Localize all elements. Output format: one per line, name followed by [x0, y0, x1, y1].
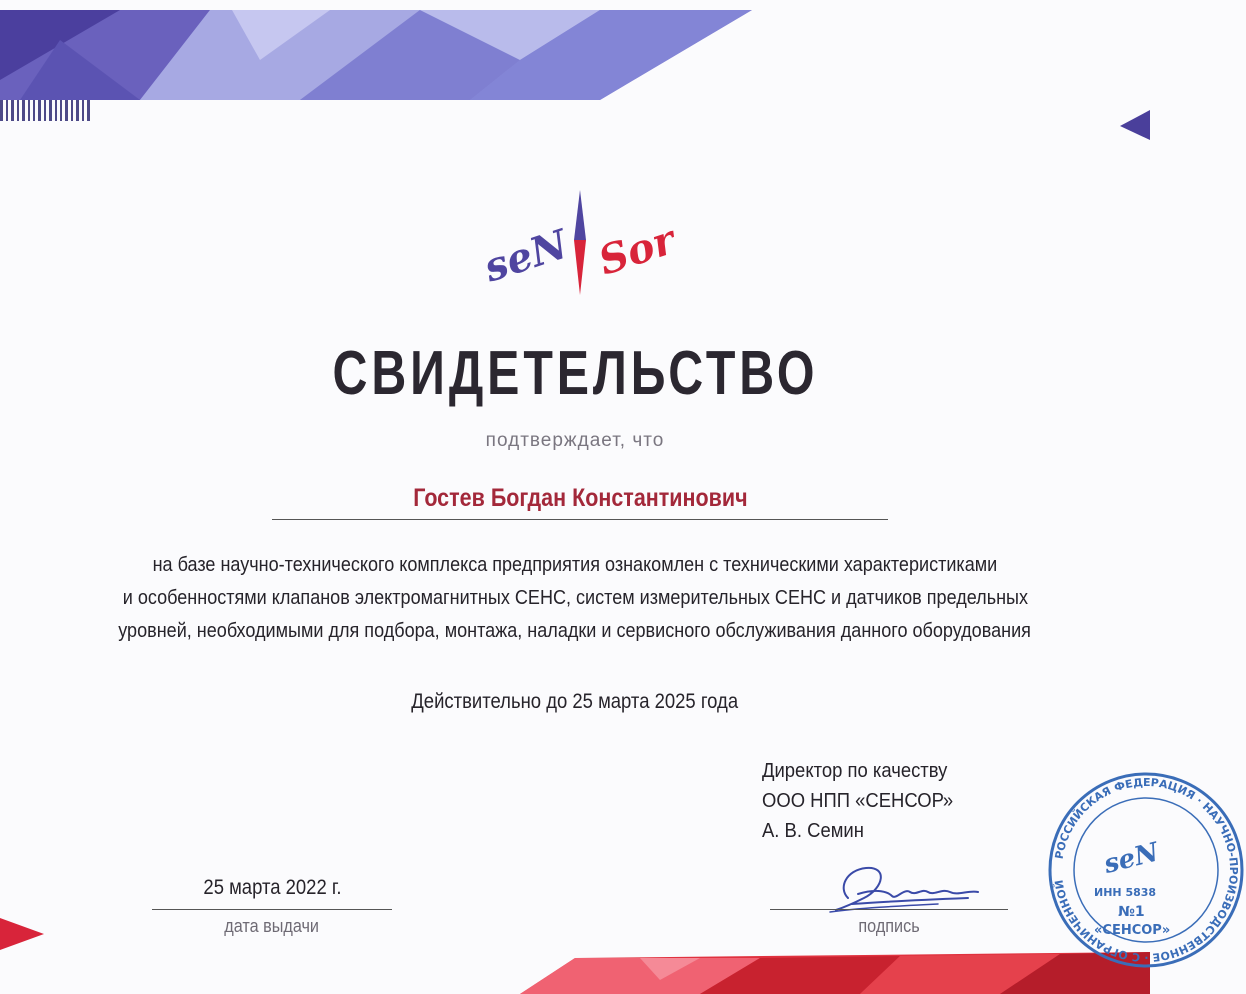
logo-left-text: seN [478, 220, 574, 292]
issue-date-label: дата выдачи [224, 916, 320, 936]
certificate-title: СВИДЕТЕЛЬСТВО [332, 339, 818, 408]
recipient-name: Гостев Богдан Константинович [412, 484, 748, 512]
barcode-strip [0, 100, 90, 121]
issue-date: 25 марта 2022 г. [202, 876, 342, 899]
signature-label: подпись [858, 916, 920, 936]
stamp-number-text: №1 [1118, 904, 1145, 920]
stamp-ring-text: РОССИЙСКАЯ ФЕДЕРАЦИЯ · НАУЧНО-ПРОИЗВОДСТВЕННОЕ · С ОГРАНИЧЕННОЙ [1052, 775, 1241, 965]
validity-text: Действительно до 25 марта 2025 года [411, 690, 739, 713]
body-line: на базе научно-технического комплекса предприятия ознакомлен с техническими характеристиками [152, 553, 998, 576]
sensor-logo [470, 180, 690, 300]
right-triangle-accent [1120, 110, 1150, 140]
signer-block [762, 756, 974, 846]
logo-needle-bottom [574, 240, 586, 295]
body-line: уровней, необходимыми для подбора, монтажа, наладки и сервисного обслуживания данного оборудования [118, 619, 1032, 642]
certificate-subtitle: подтверждает, что [485, 430, 665, 451]
signer-position: Директор по качеству [762, 759, 948, 782]
handwritten-signature [818, 858, 988, 920]
top-polygon-banner [0, 10, 752, 100]
left-triangle-accent [0, 918, 44, 950]
signer-name: А. В. Семин [762, 819, 864, 842]
certificate-body [40, 548, 1110, 647]
issue-date-line [152, 909, 392, 910]
stamp-inn-text: ИНН 5838 [1094, 886, 1157, 899]
logo-needle-top [574, 190, 586, 240]
stamp-logo-text: seN [1101, 837, 1162, 880]
signature-line [770, 909, 1008, 910]
recipient-underline [272, 519, 888, 520]
company-stamp [1046, 770, 1241, 970]
logo-right-text: Sor [593, 216, 681, 285]
stamp-bottom-text: «СЕНСОР» [1094, 923, 1171, 938]
body-line: и особенностями клапанов электромагнитных СЕНС, систем измерительных СЕНС и датчиков предельных [122, 586, 1028, 609]
signer-company: ООО НПП «СЕНСОР» [762, 789, 954, 812]
